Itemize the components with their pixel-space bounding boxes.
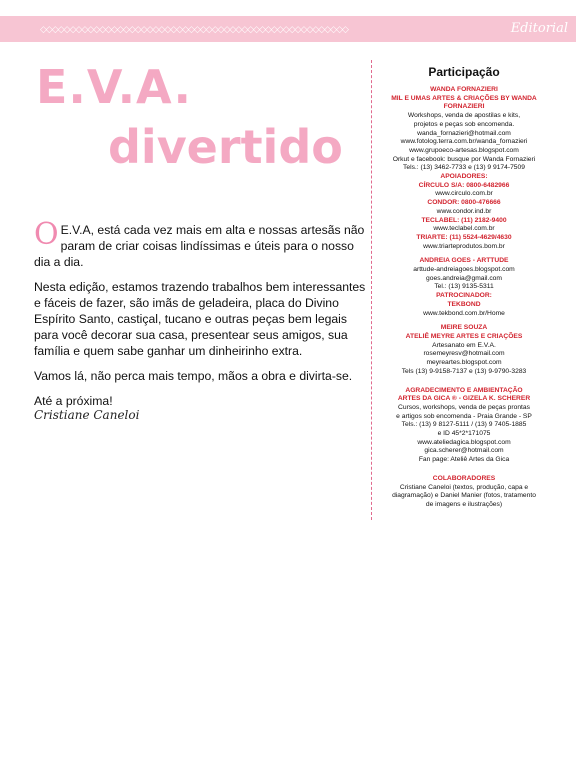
article-body (34, 217, 370, 418)
sidebar-subheading: ARTES DA GICA ® - GIZELA K. SCHERER (397, 395, 531, 403)
sidebar-subheading: TECLABEL: (11) 2182-9400 (421, 216, 507, 224)
title-line-2: divertido (108, 120, 343, 174)
sidebar-line: Tel.: (13) 9135-5311 (434, 283, 494, 291)
paragraph-4: Até a próxima! (34, 394, 113, 408)
sidebar-subheading: CÍRCULO S/A: 0800-6482966 (418, 181, 510, 189)
sidebar-line: de imagens e ilustrações) (425, 500, 503, 508)
sidebar-line: Tels.: (13) 9 8127-5111 / (13) 9 7405-1885 (401, 421, 527, 429)
paragraph-1-text: E.V.A, está cada vez mais em alta e nossas artesãs não param de criar coisas lindíssimas e úteis para o nosso dia a dia. (34, 223, 365, 269)
sidebar-line: www.tekbond.com.br/Home (423, 309, 505, 317)
sidebar-line: Cursos, workshops, venda de peças prontas (398, 403, 530, 411)
diamond-border-pattern: ◇◇◇◇◇◇◇◇◇◇◇◇◇◇◇◇◇◇◇◇◇◇◇◇◇◇◇◇◇◇◇◇◇◇◇◇◇◇◇◇◇◇◇◇◇◇◇◇◇◇◇◇ (40, 24, 348, 34)
sidebar-line: www.grupoeco-artesas.blogspot.com (409, 146, 519, 154)
sidebar-subheading: ATELIÊ MEYRE ARTES E CRIAÇÕES (405, 332, 523, 340)
sidebar-heading: Participação (428, 65, 500, 79)
sidebar-spacer (376, 377, 552, 387)
sidebar-subheading: CONDOR: 0800-476666 (427, 199, 501, 207)
sidebar-line: www.ateliedagica.blogspot.com (417, 438, 511, 446)
sidebar-lines (376, 86, 552, 510)
sidebar-subheading: TEKBOND (447, 300, 481, 308)
sidebar-line: Artesanato em E.V.A. (432, 341, 496, 349)
sidebar-subheading: APOIADORES: (440, 173, 488, 181)
sidebar-subheading: WANDA FORNAZIERI (430, 86, 498, 93)
title-line-1: E.V.A. (36, 60, 192, 114)
sidebar-line: Orkut e facebook: busque por Wanda Fornazieri (392, 155, 536, 163)
paragraph-3: Vamos lá, não perca mais tempo, mãos a obra e divirta-se. (34, 369, 353, 383)
sidebar-line: e ID 45*2*171075 (437, 430, 491, 438)
sidebar-line: www.teclabel.com.br (433, 225, 495, 233)
sidebar-line: projetos e peças sob encomenda. (413, 120, 515, 128)
sidebar-line: Workshops, venda de apostilas e kits, (407, 112, 521, 120)
sidebar-line: Tels (13) 9-9158-7137 e (13) 9-9790-3283 (401, 367, 527, 375)
sidebar-subheading: TRIARTE: (11) 5524-4629/4630 (416, 233, 512, 241)
paragraph-2: Nesta edição, estamos trazendo trabalhos bem interessantes e fáceis de fazer, são imãs de geladeira, placa do Divino Espírito Santo, castiçal, tucano e outras peças bem legais para você decorar sua casa, presentear seus amigos, sua família e quem sabe ganhar um dinheirinho extra. (34, 280, 366, 358)
signature: Cristiane Caneloi (34, 408, 140, 422)
sidebar-line: www.circulo.com.br (435, 190, 493, 198)
participation-sidebar (376, 64, 552, 510)
sidebar-spacer (376, 465, 552, 475)
sidebar-line: www.fotolog.terra.com.br/wanda_fornazieri (400, 138, 528, 146)
sidebar-subheading: MEIRE SOUZA (440, 324, 488, 332)
sidebar-line: goes.andreia@gmail.com (426, 274, 502, 282)
sidebar-subheading: COLABORADORES (432, 474, 496, 482)
sidebar-line: meyreartes.blogspot.com (426, 359, 502, 367)
sidebar-subheading: AGRADECIMENTO E AMBIENTAÇÃO (405, 386, 523, 394)
sidebar-line: gica.scherer@hotmail.com (424, 447, 504, 455)
sidebar-subheading: MIL E UMAS ARTES & CRIAÇÕES BY WANDA FORNAZIERI (391, 94, 537, 111)
sidebar-line: Fan page: Ateliê Artes da Gica (418, 456, 510, 464)
sidebar-line: diagramação) e Daniel Manier (fotos, tratamento (392, 492, 536, 500)
column-divider (371, 60, 372, 520)
header-bar (0, 16, 576, 42)
paragraph-1 (34, 217, 370, 270)
sidebar-line: Tels.: (13) 3462-7733 e (13) 9 9174-7509 (403, 164, 525, 172)
sidebar-subheading: ANDREIA GOES - ARTTUDE (419, 257, 509, 265)
sidebar-subheading: PATROCINADOR: (436, 292, 492, 300)
sidebar-line: www.triarteprodutos.bom.br (423, 242, 505, 250)
sidebar-line: wanda_fornazieri@hotmail.com (417, 129, 511, 137)
sidebar-line: e artigos sob encomenda - Praia Grande - SP (396, 412, 532, 420)
sidebar-line: Cristiane Caneloi (textos, produção, capa e (399, 483, 529, 491)
section-label: Editorial (510, 21, 568, 36)
sidebar-line: arttude-andreiagoes.blogspot.com (413, 266, 515, 274)
sidebar-line: www.condor.ind.br (436, 207, 492, 215)
drop-cap: O (34, 217, 59, 252)
sidebar-line: rosemeyresv@hotmail.com (423, 350, 505, 358)
